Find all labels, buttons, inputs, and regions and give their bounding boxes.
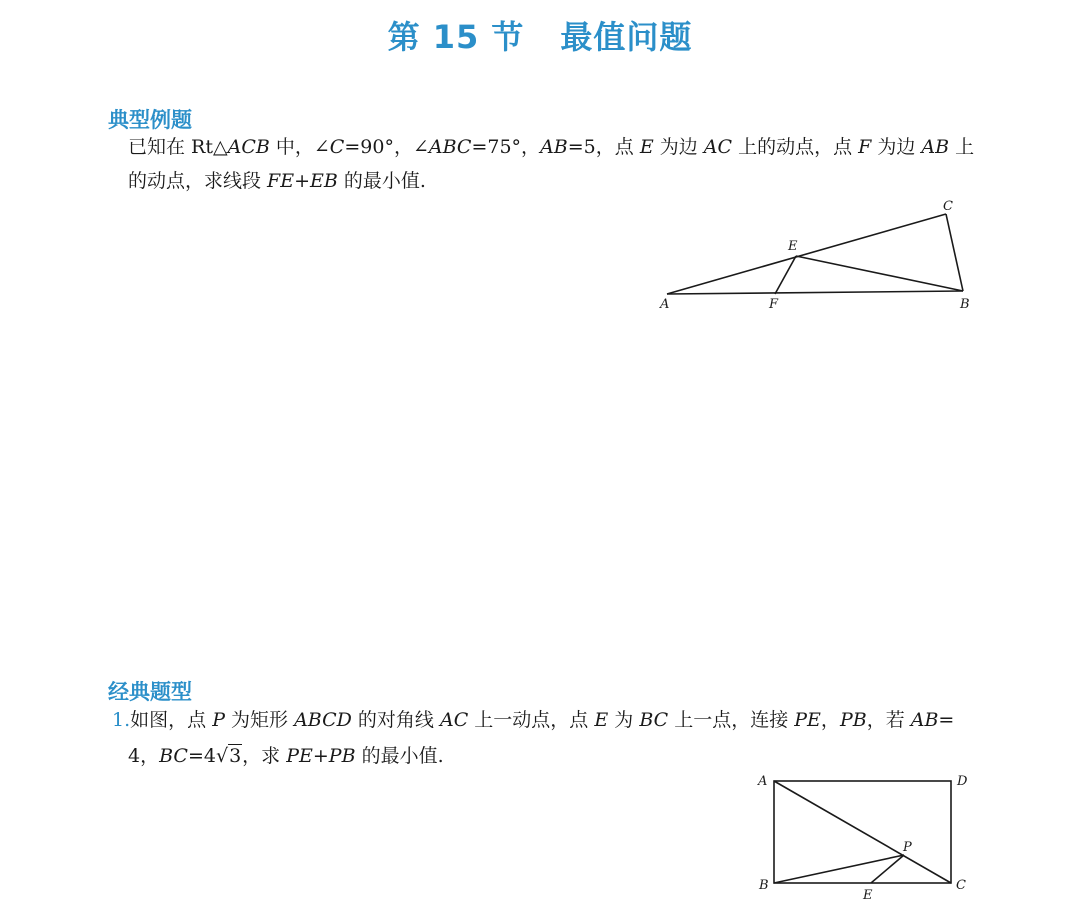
segment-eb [796,256,963,291]
label-f: F [769,297,779,312]
label-p: P [903,840,912,855]
segment-pb [774,855,904,883]
segment-ac [667,214,946,294]
label-e: E [788,239,798,254]
label-a: A [660,297,670,312]
problem-1-text: 1.如图，点 P 为矩形 ABCD 的对角线 AC 上一动点，点 E 为 BC 上一点，连接 PE，PB，若 AB= 4，BC=4√3，求 PE+PB 的最小值. [128,702,978,774]
sqrt-3: √3 [215,745,242,767]
diagonal-ac [774,781,951,883]
example-problem-text: 已知在 Rt△ACB 中，∠C=90°，∠ABC=75°，AB=5，点 E 为边 AC 上的动点，点 F 为边 AB 上的动点，求线段 FE+EB 的最小值. [128,136,975,192]
page-title [0,12,1080,58]
problem-number: 1. [112,709,131,731]
label-c: C [956,878,966,893]
label-b: B [960,297,970,312]
example-heading: 典型例题 [108,108,192,132]
triangle-figure [650,190,990,320]
segment-ab [667,291,963,294]
segment-cb [946,214,963,291]
section-number: 第 15 节 [387,18,525,56]
label-a: A [758,774,768,789]
label-d: D [957,774,968,789]
rectangle-figure [750,765,980,905]
classic-heading: 经典题型 [108,680,192,704]
section-title: 最值问题 [560,18,693,56]
label-b: B [759,878,769,893]
label-e: E [863,888,873,903]
label-c: C [943,199,953,214]
